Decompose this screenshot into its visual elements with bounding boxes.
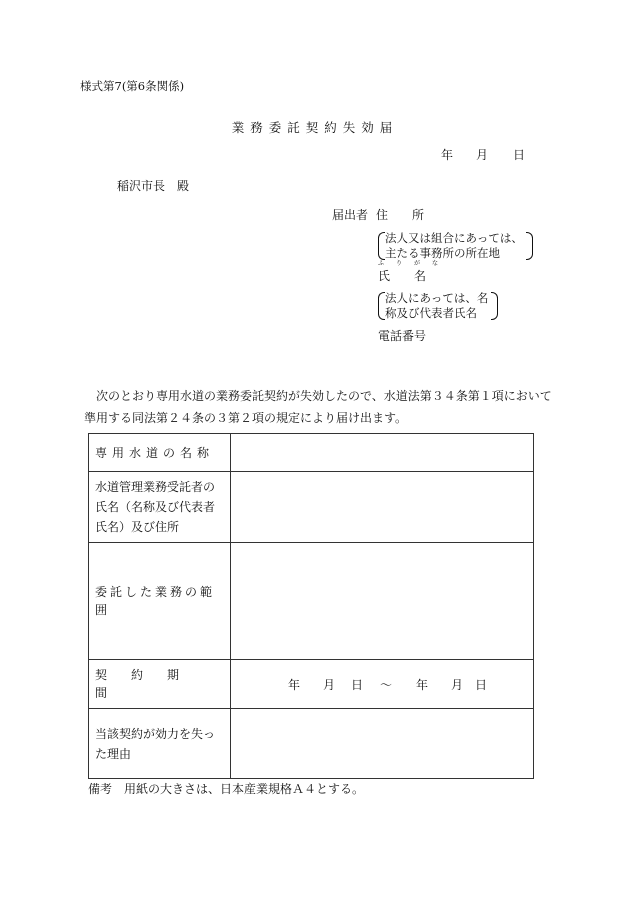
period-tilde: ～ [379,677,392,692]
table-row [89,660,534,709]
document-title: 業務委託契約失効届 [231,120,399,135]
address-label: 住 所 [376,208,425,222]
scope-field[interactable] [231,543,534,660]
water-supply-name-label: 専用水道の名称 [89,434,231,472]
remarks-note: 備考 用紙の大きさは、日本産業規格Ａ４とする。 [88,782,365,796]
period-year-1: 年 [287,677,300,692]
table-row [89,472,534,543]
contract-period-field[interactable] [231,660,534,709]
water-supply-name-field[interactable] [231,434,534,472]
period-month-2: 月 [450,677,463,692]
contract-period-label: 契約期間 [89,660,231,709]
name-furigana: ふ り が な [378,260,442,267]
reason-label: 当該契約が効力を失った理由 [89,709,231,779]
period-day-2: 日 [474,677,487,692]
table-row [89,434,534,472]
name-note [378,291,498,321]
period-day-1: 日 [350,677,363,692]
form-number: 様式第7(第6条関係) [80,79,185,93]
name-note-line1: 法人にあっては、名 [385,291,489,305]
period-month-1: 月 [322,677,335,692]
body-text [84,385,554,429]
date-year: 年 [441,148,454,162]
address-note [378,231,533,261]
addressee: 稲沢市長 殿 [117,179,190,193]
body-line-1: 次のとおり専用水道の業務委託契約が失効したので、水道法第３４条第１項において [96,389,552,403]
date-day: 日 [513,148,526,162]
period-year-2: 年 [415,677,428,692]
contractor-label: 水道管理業務受託者の氏名（名称及び代表者氏名）及び住所 [89,472,231,543]
body-line-2: 準用する同法第２４条の３第２項の規定により届け出ます。 [84,411,408,425]
contractor-field[interactable] [231,472,534,543]
scope-label: 委託した業務の範囲 [89,543,231,660]
name-label: 氏 名 [378,269,427,283]
notification-table [88,433,534,779]
date-month: 月 [476,148,489,162]
phone-label: 電話番号 [378,329,427,343]
address-note-line1: 法人又は組合にあっては、 [385,231,523,245]
date-line [441,146,525,163]
address-note-line2: 主たる事務所の所在地 [385,246,500,260]
applicant-label: 届出者 [332,208,369,222]
reason-field[interactable] [231,709,534,779]
table-row [89,543,534,660]
name-note-line2: 称及び代表者氏名 [385,306,477,320]
table-row [89,709,534,779]
